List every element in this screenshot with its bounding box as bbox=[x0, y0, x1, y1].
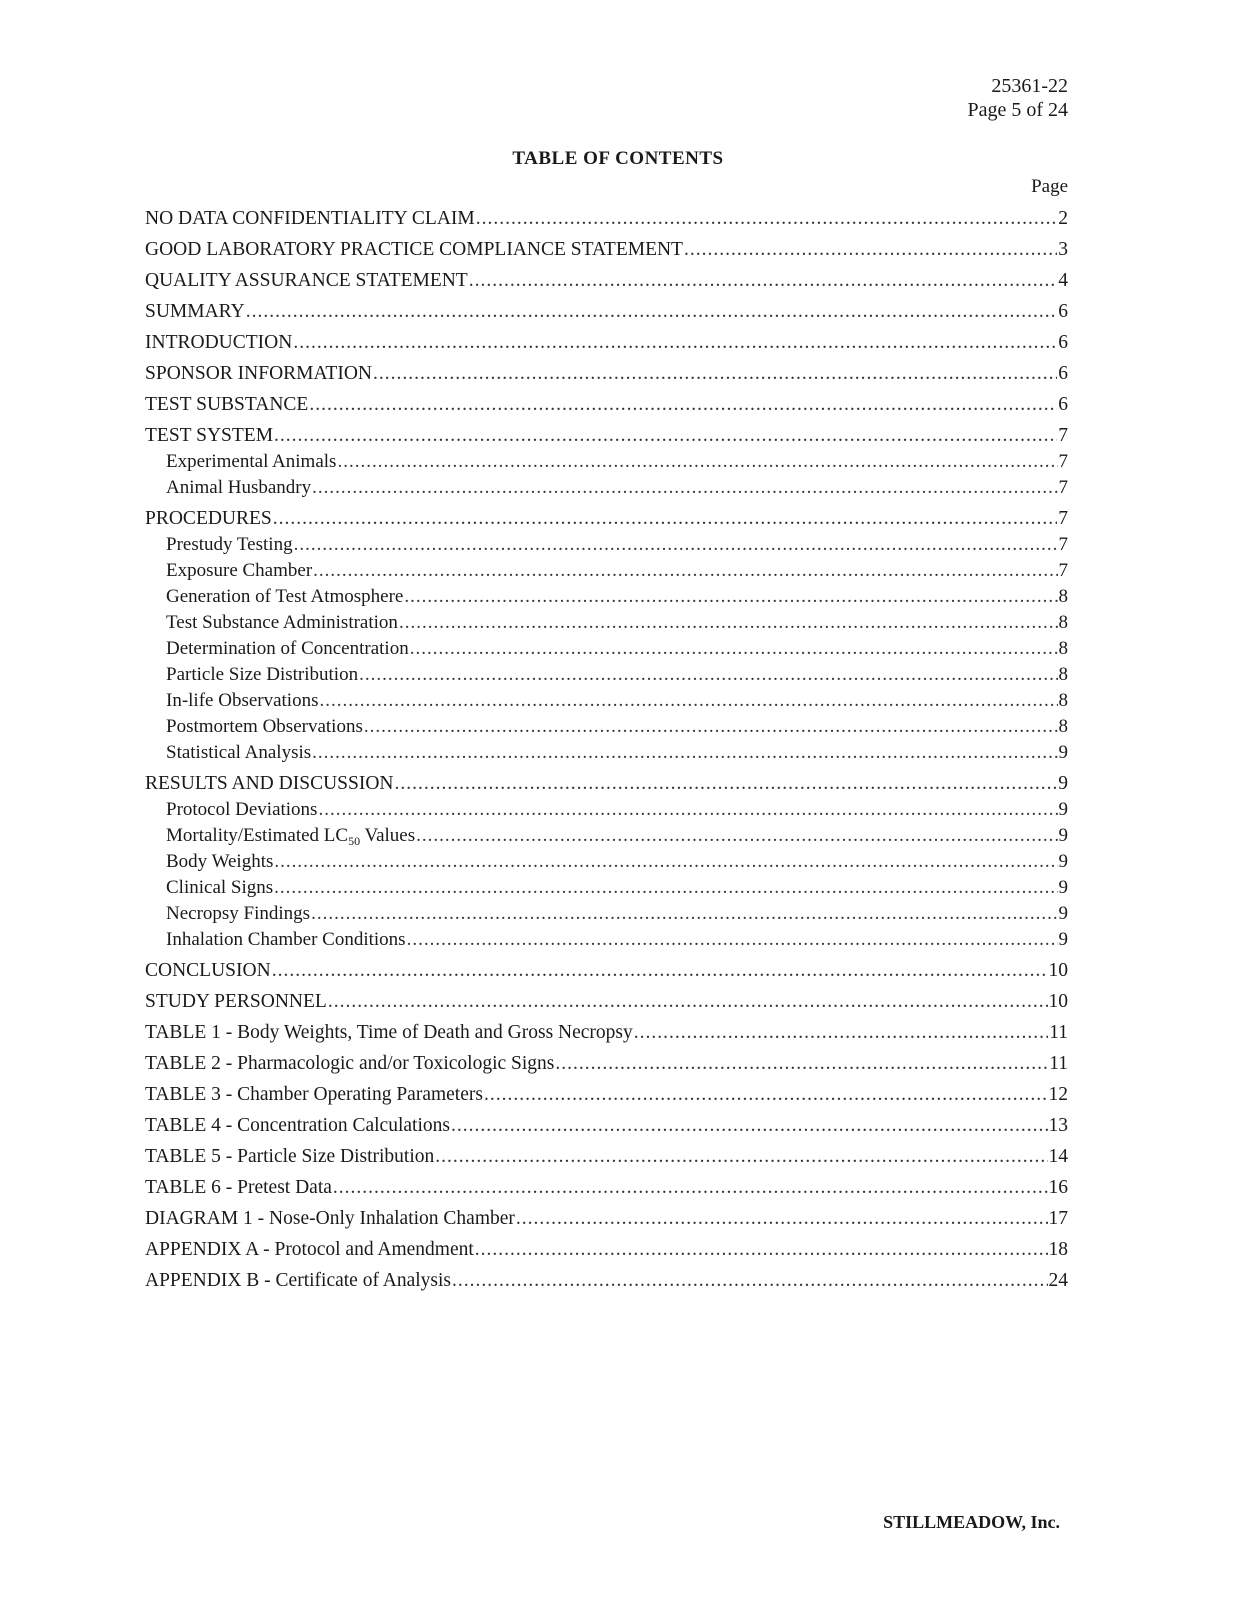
dot-leader bbox=[359, 662, 1057, 688]
toc-entry-label: Statistical Analysis bbox=[166, 742, 312, 763]
toc-entry-page: 18 bbox=[1048, 1239, 1068, 1260]
toc-entry-label: INTRODUCTION bbox=[145, 332, 293, 353]
toc-entry-label: In-life Observations bbox=[166, 690, 319, 711]
dot-leader bbox=[410, 636, 1058, 662]
toc-entry-label: TEST SYSTEM bbox=[145, 425, 274, 446]
toc-entry-page: 9 bbox=[1058, 742, 1068, 763]
toc-entry-label: QUALITY ASSURANCE STATEMENT bbox=[145, 270, 468, 291]
toc-subentry[interactable] bbox=[145, 849, 1068, 875]
toc-entry-label: Clinical Signs bbox=[166, 877, 274, 898]
page-column-label: Page bbox=[1031, 176, 1068, 197]
company-footer: STILLMEADOW, Inc. bbox=[883, 1512, 1060, 1532]
toc-entry[interactable] bbox=[145, 392, 1068, 423]
toc-entry-label: TABLE 3 - Chamber Operating Parameters bbox=[145, 1084, 483, 1105]
toc-entry-label bbox=[166, 823, 415, 849]
toc-entry-page: 9 bbox=[1058, 851, 1068, 872]
dot-leader bbox=[313, 558, 1057, 584]
toc-entry-label: TABLE 5 - Particle Size Distribution bbox=[145, 1146, 435, 1167]
dot-leader bbox=[475, 1237, 1048, 1263]
toc-subentry[interactable] bbox=[145, 797, 1068, 823]
toc-entry-page: 2 bbox=[1058, 208, 1068, 229]
dot-leader bbox=[404, 584, 1057, 610]
dot-leader bbox=[416, 823, 1057, 849]
toc-entry-page: 9 bbox=[1058, 929, 1068, 950]
toc-entry[interactable] bbox=[145, 1020, 1068, 1051]
toc-entry-page: 7 bbox=[1058, 477, 1068, 498]
dot-leader bbox=[312, 475, 1057, 501]
dot-leader bbox=[684, 237, 1057, 263]
toc-entry-page: 11 bbox=[1049, 1053, 1068, 1074]
dot-leader bbox=[469, 268, 1058, 294]
dot-leader bbox=[399, 610, 1058, 636]
toc-subentry[interactable] bbox=[145, 875, 1068, 901]
toc-entry[interactable] bbox=[145, 1206, 1068, 1237]
toc-entry-page: 10 bbox=[1048, 991, 1068, 1012]
toc-entry-label: Prestudy Testing bbox=[166, 534, 293, 555]
toc-entry-page: 7 bbox=[1058, 425, 1068, 446]
toc-entry-page: 8 bbox=[1058, 664, 1068, 685]
dot-leader bbox=[274, 849, 1057, 875]
toc-entry[interactable] bbox=[145, 958, 1068, 989]
toc-entry-label: PROCEDURES bbox=[145, 508, 272, 529]
toc-entry-label: Body Weights bbox=[166, 851, 274, 872]
toc-entry-page: 4 bbox=[1058, 270, 1068, 291]
toc-entry-page: 16 bbox=[1048, 1177, 1068, 1198]
toc-entry-label: Animal Husbandry bbox=[166, 477, 312, 498]
toc-entry[interactable] bbox=[145, 1237, 1068, 1268]
dot-leader bbox=[373, 361, 1057, 387]
toc-entry-page: 7 bbox=[1058, 508, 1068, 529]
dot-leader bbox=[451, 1113, 1048, 1139]
toc-entry[interactable] bbox=[145, 771, 1068, 797]
toc-entry-label: CONCLUSION bbox=[145, 960, 271, 981]
toc-entry-page: 8 bbox=[1058, 690, 1068, 711]
toc-entry-page: 6 bbox=[1058, 363, 1068, 384]
toc-entry-label: Experimental Animals bbox=[166, 451, 337, 472]
toc-entry-page: 9 bbox=[1058, 773, 1068, 794]
label-subscript: 50 bbox=[348, 834, 361, 848]
toc-title: TABLE OF CONTENTS bbox=[512, 148, 724, 169]
dot-leader bbox=[333, 1175, 1048, 1201]
toc-entry-page: 6 bbox=[1058, 332, 1068, 353]
toc-entry-page: 24 bbox=[1048, 1270, 1068, 1291]
toc-subentry[interactable] bbox=[145, 662, 1068, 688]
toc-entry-page: 3 bbox=[1058, 239, 1068, 260]
toc-entry-label: RESULTS AND DISCUSSION bbox=[145, 773, 394, 794]
dot-leader bbox=[318, 797, 1057, 823]
toc-entry[interactable] bbox=[145, 506, 1068, 532]
toc-entry[interactable] bbox=[145, 1113, 1068, 1144]
toc-entry-label: APPENDIX B - Certificate of Analysis bbox=[145, 1270, 452, 1291]
dot-leader bbox=[452, 1268, 1047, 1294]
label-suffix: Values bbox=[360, 825, 416, 846]
dot-leader bbox=[337, 449, 1057, 475]
dot-leader bbox=[555, 1051, 1048, 1077]
toc-entry-label: SPONSOR INFORMATION bbox=[145, 363, 373, 384]
toc-entry[interactable] bbox=[145, 361, 1068, 392]
toc-subentry[interactable] bbox=[145, 558, 1068, 584]
dot-leader bbox=[294, 532, 1058, 558]
label-prefix: Mortality/Estimated LC bbox=[166, 825, 349, 846]
toc-entry[interactable] bbox=[145, 268, 1068, 299]
toc-subentry[interactable] bbox=[145, 636, 1068, 662]
toc-entry-label: TABLE 1 - Body Weights, Time of Death and Gross Necropsy bbox=[145, 1022, 633, 1043]
dot-leader bbox=[484, 1082, 1048, 1108]
toc-subentry[interactable] bbox=[145, 927, 1068, 958]
toc-entry[interactable] bbox=[145, 237, 1068, 268]
toc-entry[interactable] bbox=[145, 1268, 1068, 1299]
toc-entry-page: 7 bbox=[1058, 451, 1068, 472]
toc-entry-page: 10 bbox=[1048, 960, 1068, 981]
toc-entry-label: GOOD LABORATORY PRACTICE COMPLIANCE STATEMENT bbox=[145, 239, 683, 260]
dot-leader bbox=[516, 1206, 1048, 1232]
toc-subentry[interactable] bbox=[145, 823, 1068, 849]
dot-leader bbox=[407, 927, 1058, 953]
toc-entry-page: 6 bbox=[1058, 394, 1068, 415]
toc-subentry[interactable] bbox=[145, 449, 1068, 475]
toc-entry[interactable] bbox=[145, 299, 1068, 330]
dot-leader bbox=[274, 423, 1057, 449]
toc-entry-page: 8 bbox=[1058, 612, 1068, 633]
report-id: 25361-22 bbox=[991, 75, 1068, 97]
toc-entry[interactable] bbox=[145, 206, 1068, 237]
toc-entry-label: Particle Size Distribution bbox=[166, 664, 359, 685]
toc-entry-page: 9 bbox=[1058, 825, 1068, 846]
dot-leader bbox=[395, 771, 1058, 797]
toc-entry-page: 8 bbox=[1058, 586, 1068, 607]
toc-entry-label: Test Substance Administration bbox=[166, 612, 398, 633]
toc-entry-label: Necropsy Findings bbox=[166, 903, 311, 924]
dot-leader bbox=[246, 299, 1058, 325]
toc-entry-page: 9 bbox=[1058, 799, 1068, 820]
toc-entry-label: Exposure Chamber bbox=[166, 560, 313, 581]
table-of-contents bbox=[145, 206, 1068, 1299]
dot-leader bbox=[328, 989, 1048, 1015]
toc-entry[interactable] bbox=[145, 1051, 1068, 1082]
toc-entry-page: 17 bbox=[1048, 1208, 1068, 1229]
toc-entry[interactable] bbox=[145, 330, 1068, 361]
toc-entry-page: 8 bbox=[1058, 716, 1068, 737]
toc-entry-page: 14 bbox=[1048, 1146, 1068, 1167]
toc-entry-label: TEST SUBSTANCE bbox=[145, 394, 309, 415]
dot-leader bbox=[364, 714, 1058, 740]
toc-entry-page: 12 bbox=[1048, 1084, 1068, 1105]
dot-leader bbox=[312, 740, 1057, 766]
dot-leader bbox=[319, 688, 1057, 714]
toc-entry[interactable] bbox=[145, 1144, 1068, 1175]
dot-leader bbox=[272, 958, 1048, 984]
toc-subentry[interactable] bbox=[145, 688, 1068, 714]
dot-leader bbox=[435, 1144, 1047, 1170]
toc-entry-label: DIAGRAM 1 - Nose-Only Inhalation Chamber bbox=[145, 1208, 515, 1229]
toc-entry-label: NO DATA CONFIDENTIALITY CLAIM bbox=[145, 208, 475, 229]
toc-entry-label: TABLE 2 - Pharmacologic and/or Toxicologic Signs bbox=[145, 1053, 555, 1074]
toc-subentry[interactable] bbox=[145, 584, 1068, 610]
toc-entry-page: 9 bbox=[1058, 877, 1068, 898]
toc-entry-page: 8 bbox=[1058, 638, 1068, 659]
toc-entry-page: 11 bbox=[1049, 1022, 1068, 1043]
toc-subentry[interactable] bbox=[145, 901, 1068, 927]
toc-entry-label: Determination of Concentration bbox=[166, 638, 409, 659]
toc-subentry[interactable] bbox=[145, 532, 1068, 558]
toc-subentry[interactable] bbox=[145, 475, 1068, 506]
toc-entry[interactable] bbox=[145, 423, 1068, 449]
page-number: Page 5 of 24 bbox=[967, 99, 1068, 121]
toc-entry-page: 9 bbox=[1058, 903, 1068, 924]
toc-entry-page: 6 bbox=[1058, 301, 1068, 322]
toc-entry-label: SUMMARY bbox=[145, 301, 245, 322]
toc-entry-page: 13 bbox=[1048, 1115, 1068, 1136]
toc-subentry[interactable] bbox=[145, 740, 1068, 771]
dot-leader bbox=[274, 875, 1057, 901]
toc-entry[interactable] bbox=[145, 1175, 1068, 1206]
toc-entry-label: Protocol Deviations bbox=[166, 799, 318, 820]
toc-entry-label: Generation of Test Atmosphere bbox=[166, 586, 404, 607]
dot-leader bbox=[476, 206, 1058, 232]
dot-leader bbox=[634, 1020, 1048, 1046]
toc-entry[interactable] bbox=[145, 989, 1068, 1020]
toc-entry-label: TABLE 4 - Concentration Calculations bbox=[145, 1115, 450, 1136]
toc-entry-page: 7 bbox=[1058, 560, 1068, 581]
dot-leader bbox=[311, 901, 1057, 927]
toc-entry-label: Inhalation Chamber Conditions bbox=[166, 929, 406, 950]
toc-entry[interactable] bbox=[145, 1082, 1068, 1113]
toc-entry-label: Postmortem Observations bbox=[166, 716, 363, 737]
dot-leader bbox=[273, 506, 1057, 532]
toc-subentry[interactable] bbox=[145, 714, 1068, 740]
dot-leader bbox=[293, 330, 1057, 356]
toc-entry-label: TABLE 6 - Pretest Data bbox=[145, 1177, 332, 1198]
toc-entry-page: 7 bbox=[1058, 534, 1068, 555]
toc-entry-label: STUDY PERSONNEL bbox=[145, 991, 327, 1012]
toc-subentry[interactable] bbox=[145, 610, 1068, 636]
dot-leader bbox=[309, 392, 1057, 418]
toc-entry-label: APPENDIX A - Protocol and Amendment bbox=[145, 1239, 474, 1260]
